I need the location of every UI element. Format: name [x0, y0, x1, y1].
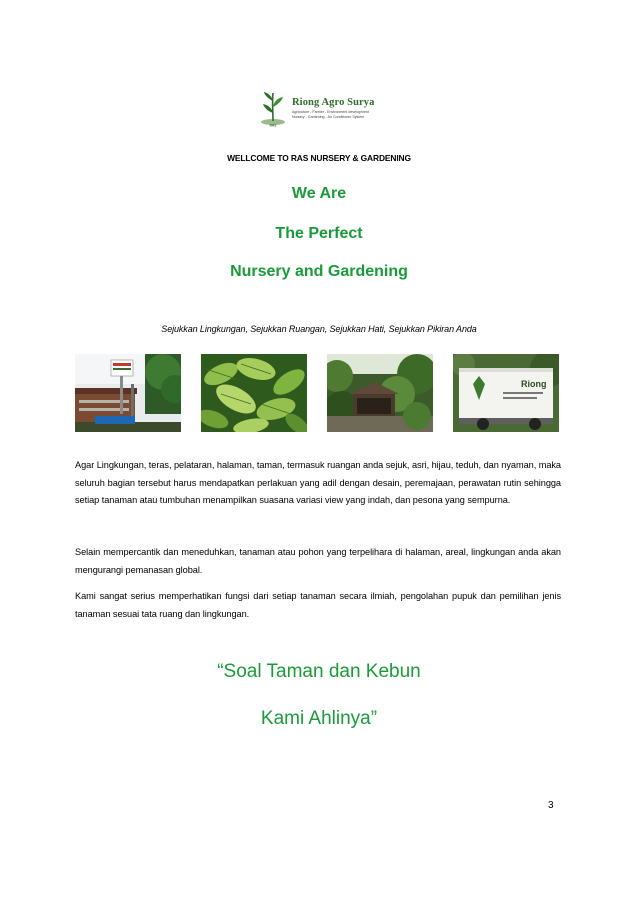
nursery-signboard-photo [75, 354, 181, 432]
logo-tagline-2: Nursery - Gardening - Air Conditioner System [292, 115, 365, 120]
company-logo [258, 88, 382, 130]
photo-strip [75, 354, 561, 432]
svg-text:RAS: RAS [269, 123, 277, 128]
tagline: Sejukkan Lingkungan, Sejukkan Ruangan, Sejukkan Hati, Sejukkan Pikiran Anda [161, 324, 477, 334]
body-paragraph-3: Kami sangat serius memperhatikan fungsi dari setiap tanaman secara ilmiah, pengolahan pupuk dan pemilihan jenis tanaman sesuai tata ruang dan lingkungan. [75, 591, 561, 619]
headline-line-1: We Are [291, 185, 347, 202]
leaf-logo-icon [258, 89, 288, 129]
plant-leaves-photo [201, 354, 307, 432]
truck-text: Riong [521, 379, 547, 389]
headline-line-3: Nursery and Gardening [230, 263, 408, 280]
quote-line-1: “Soal Taman dan Kebun [217, 661, 421, 682]
body-paragraph-2: Selain mempercantik dan meneduhkan, tanaman atau pohon yang terpelihara di halaman, areal, lingkungan anda akan mengurangi pemanasan global. [75, 547, 561, 575]
body-paragraph-1: Agar Lingkungan, teras, pelataran, halaman, taman, termasuk ruangan anda sejuk, asri, hijau, teduh, dan nyaman, maka seluruh bagian tersebut harus mendapatkan perlakuan yang adil dengan desain, peremajaan, perawatan rutin sehingga setiap tanaman atau tumbuhan menampilkan suasana variasi view yang indah, dan pesona yang sempurna. [75, 460, 561, 505]
logo-name: Riong Agro Surya [292, 96, 375, 108]
quote-line-2: Kami Ahlinya” [260, 708, 378, 729]
delivery-truck-photo [453, 354, 559, 432]
page-number: 3 [548, 800, 554, 811]
logo-tagline-1: Agriculture - Farmer - Environment development [292, 110, 369, 115]
headline-line-2: The Perfect [275, 225, 363, 242]
garden-hut-photo [327, 354, 433, 432]
welcome-heading: WELLCOME TO RAS NURSERY & GARDENING [227, 153, 411, 163]
